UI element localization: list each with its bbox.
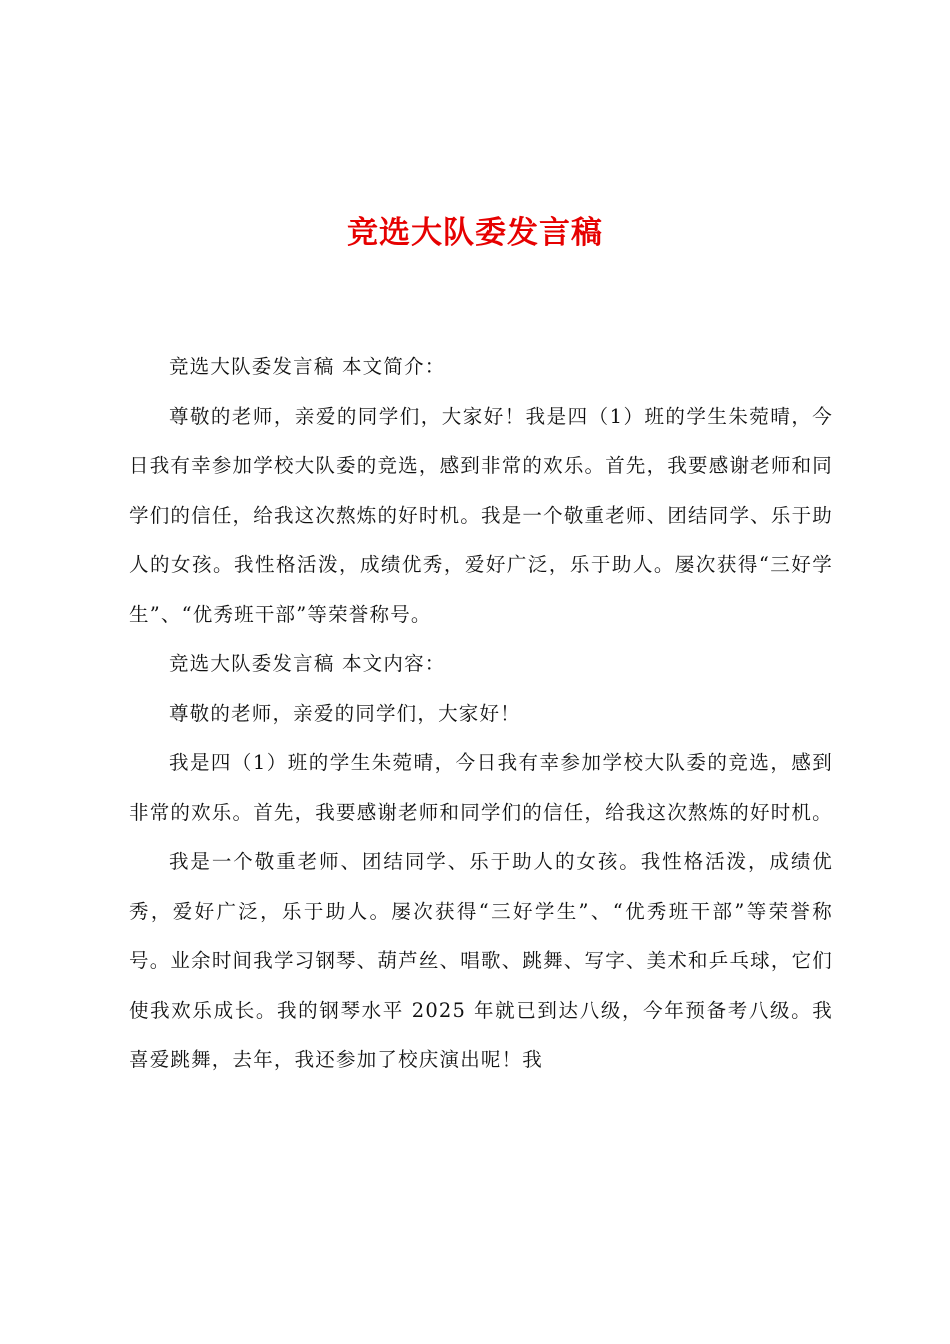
document-body xyxy=(129,342,833,1085)
body-paragraph-1: 我是四（1）班的学生朱菀晴，今日我有幸参加学校大队委的竞选，感到非常的欢乐。首先，我要感谢老师和同学们的信任，给我这次熬炼的好时机。 xyxy=(129,751,833,824)
body-paragraph-2: 我是一个敬重老师、团结同学、乐于助人的女孩。我性格活泼，成绩优秀，爱好广泛，乐于助人。屡次获得“三好学生”、“优秀班干部”等荣誉称号。业余时间我学习钢琴、葫芦丝、唱歌、跳舞、写字、美术和乒乓球，它们使我欢乐成长。我的钢琴水平 2025 年就已到达八级，今年预备考八级。我喜爱跳舞，去年，我还参加了校庆演出呢！我 xyxy=(129,850,833,1071)
intro-paragraph: 尊敬的老师，亲爱的同学们，大家好！我是四（1）班的学生朱菀晴，今日我有幸参加学校大队委的竞选，感到非常的欢乐。首先，我要感谢老师和同学们的信任，给我这次熬炼的好时机。我是一个敬重老师、团结同学、乐于助人的女孩。我性格活泼，成绩优秀，爱好广泛，乐于助人。屡次获得“三好学生”、“优秀班干部”等荣誉称号。 xyxy=(129,404,833,626)
greeting-paragraph: 尊敬的老师，亲爱的同学们，大家好！ xyxy=(168,701,521,725)
document-title: 竞选大队委发言稿 xyxy=(347,215,603,251)
content-heading: 竞选大队委发言稿 本文内容： xyxy=(168,652,446,675)
intro-heading: 竞选大队委发言稿 本文简介： xyxy=(168,355,446,378)
